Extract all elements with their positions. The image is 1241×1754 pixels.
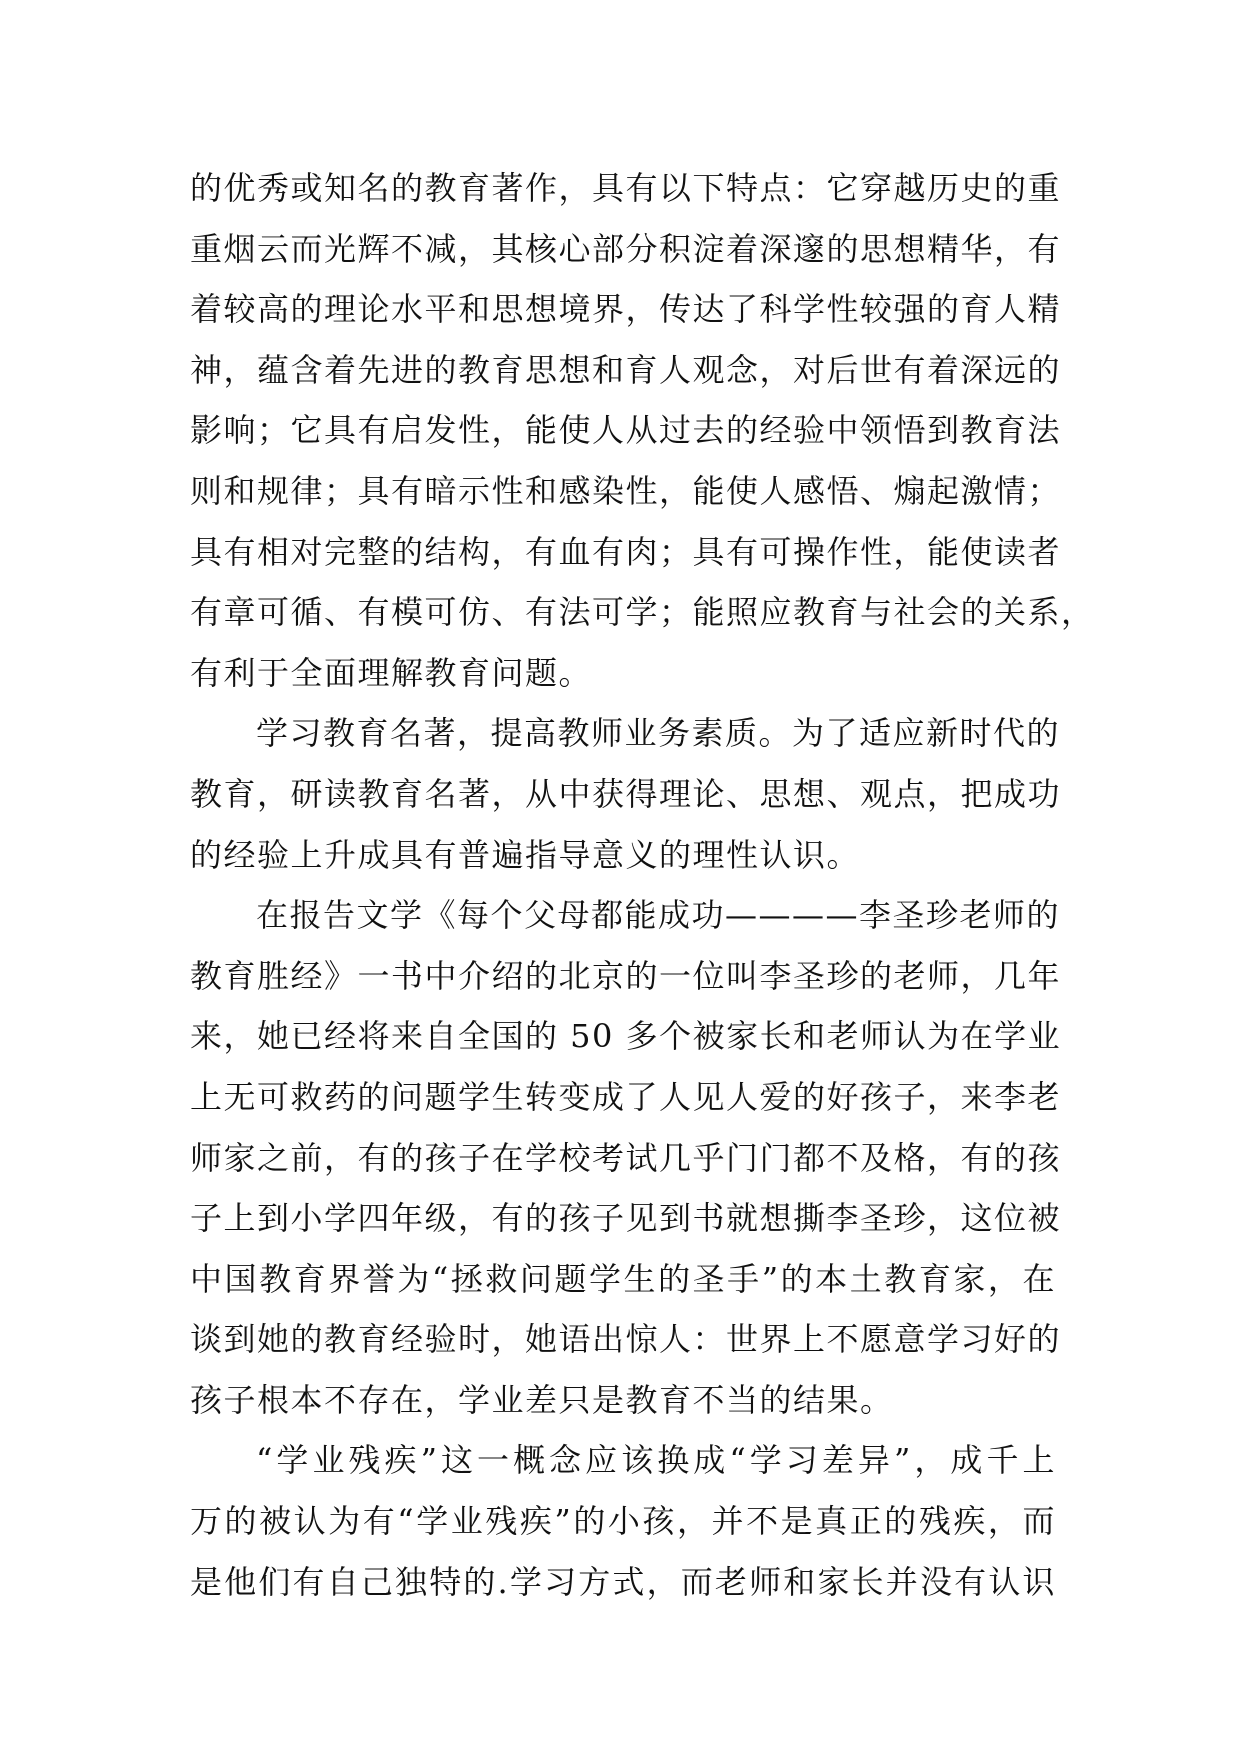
- text-line: 教育，研读教育名著，从中获得理论、思想、观点，把成功: [190, 774, 1062, 813]
- paragraph-4: [190, 1430, 1056, 1612]
- text-line: 有章可循、有模可仿、有法可学；能照应教育与社会的关系，: [190, 593, 1095, 632]
- text-line: 子上到小学四年级，有的孩子见到书就想撕李圣珍，这位被: [190, 1199, 1062, 1238]
- text-line: 神，蕴含着先进的教育思想和育人观念，对后世有着深远的: [190, 350, 1062, 389]
- text-line: “学业残疾”这一概念应该换成“学习差异”，成千上: [256, 1441, 1056, 1480]
- text-line: 中国教育界誉为“拯救问题学生的圣手”的本土教育家，在: [190, 1259, 1056, 1298]
- text-line: 上无可救药的问题学生转变成了人见人爱的好孩子，来李老: [190, 1077, 1062, 1116]
- paragraph-1: [190, 158, 1095, 703]
- text-line: 万的被认为有“学业残疾”的小孩，并不是真正的残疾，而: [190, 1502, 1056, 1541]
- text-line: 谈到她的教育经验时，她语出惊人：世界上不愿意学习好的: [190, 1320, 1062, 1359]
- document-body: [190, 158, 1095, 1612]
- text-line: 影响；它具有启发性，能使人从过去的经验中领悟到教育法: [190, 411, 1062, 450]
- text-line: 孩子根本不存在，学业差只是教育不当的结果。: [190, 1380, 894, 1419]
- text-line: 是他们有自己独特的.学习方式，而老师和家长并没有认识: [190, 1562, 1056, 1601]
- text-line: 重烟云而光辉不减，其核心部分积淀着深邃的思想精华，有: [190, 229, 1062, 268]
- paragraph-3: [190, 885, 1062, 1430]
- text-line: 有利于全面理解教育问题。: [190, 653, 593, 692]
- text-line: 学习教育名著，提高教师业务素质。为了适应新时代的: [256, 714, 1061, 753]
- text-line: 教育胜经》一书中介绍的北京的一位叫李圣珍的老师，几年: [190, 956, 1062, 995]
- text-line: 来，她已经将来自全国的 50 多个被家长和老师认为在学业: [190, 1017, 1062, 1056]
- text-line: 则和规律；具有暗示性和感染性，能使人感悟、煽起激情；: [190, 471, 1062, 510]
- text-line: 师家之前，有的孩子在学校考试几乎门门都不及格，有的孩: [190, 1138, 1062, 1177]
- text-line: 的经验上升成具有普遍指导意义的理性认识。: [190, 835, 861, 874]
- text-line: 在报告文学《每个父母都能成功————李圣珍老师的: [256, 896, 1061, 935]
- text-line: 着较高的理论水平和思想境界，传达了科学性较强的育人精: [190, 290, 1062, 329]
- text-line: 的优秀或知名的教育著作，具有以下特点：它穿越历史的重: [190, 169, 1062, 207]
- text-line: 具有相对完整的结构，有血有肉；具有可操作性，能使读者: [190, 532, 1062, 571]
- paragraph-2: [190, 703, 1062, 885]
